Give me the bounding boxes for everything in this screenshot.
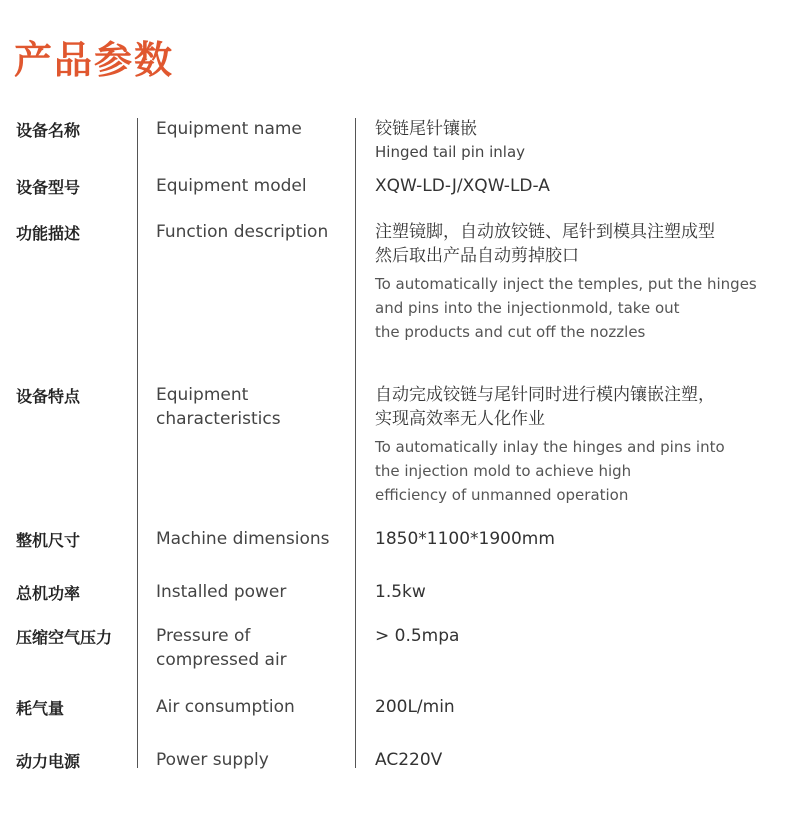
spec-value: 1850*1100*1900mm (375, 529, 555, 549)
spec-label-en: Installed power (156, 582, 287, 602)
spec-label-cn: 设备型号 (16, 178, 81, 197)
spec-value: XQW-LD-J/XQW-LD-A (375, 176, 550, 196)
spec-label-cn: 耗气量 (16, 699, 65, 718)
spec-label-en: Air consumption (156, 697, 295, 717)
spec-label-en: Equipment characteristics (156, 385, 281, 429)
spec-value: 自动完成铰链与尾针同时进行模内镶嵌注塑， 实现高效率无人化作业 To automatically inlay the hinges and pins into the injection mold to achieve high efficiency of unmanned operation (375, 385, 725, 504)
spec-value: 注塑镜脚，自动放铰链、尾针到模具注塑成型 然后取出产品自动剪掉胶口 To automatically inject the temples, put the hinges and pins into the injectionmold, take out the products and cut off the nozzles (375, 222, 757, 341)
spec-label-cn: 功能描述 (16, 224, 81, 243)
spec-label-cn: 整机尺寸 (16, 531, 81, 550)
spec-label-en: Equipment name (156, 119, 302, 139)
page-title: 产品参数 (14, 38, 175, 82)
spec-label-en: Power supply (156, 750, 269, 770)
spec-value: AC220V (375, 750, 443, 770)
spec-label-en: Function description (156, 222, 329, 242)
spec-label-cn: 压缩空气压力 (16, 628, 113, 647)
spec-value: > 0.5mpa (375, 626, 460, 646)
spec-value: 1.5kw (375, 582, 426, 602)
spec-label-cn: 动力电源 (16, 752, 81, 771)
spec-value: 铰链尾针镶嵌 Hinged tail pin inlay (375, 119, 526, 161)
column-divider-left (137, 118, 138, 768)
spec-value: 200L/min (375, 697, 455, 717)
spec-label-cn: 设备特点 (16, 387, 81, 406)
spec-label-cn: 设备名称 (16, 121, 81, 140)
spec-label-en: Equipment model (156, 176, 307, 196)
spec-label-en: Pressure of compressed air (156, 626, 287, 670)
spec-label-cn: 总机功率 (16, 584, 81, 603)
column-divider-right (355, 118, 356, 768)
spec-label-en: Machine dimensions (156, 529, 330, 549)
